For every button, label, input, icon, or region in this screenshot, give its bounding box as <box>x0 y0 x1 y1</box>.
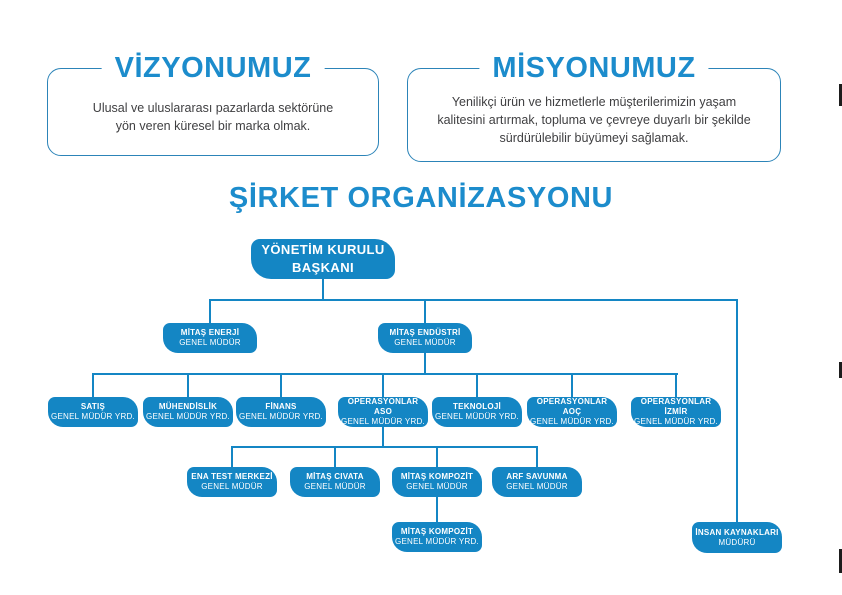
org-node-title: TEKNOLOJİ <box>452 402 502 411</box>
org-node-mitas-enerji <box>163 323 257 353</box>
org-node-title: MÜHENDİSLİK <box>158 402 218 411</box>
org-node-title: FİNANS <box>265 402 297 411</box>
vision-body <box>48 69 378 155</box>
connector-line <box>436 448 438 467</box>
mission-title: MİSYONUMUZ <box>479 52 708 85</box>
org-node-subtitle: GENEL MÜDÜR <box>179 338 241 347</box>
org-node-title: İNSAN KAYNAKLARI <box>695 527 779 537</box>
org-node-subtitle: GENEL MÜDÜR YRD. <box>394 537 479 546</box>
connector-line <box>322 279 324 301</box>
mission-body <box>408 69 780 161</box>
org-node-subtitle: GENEL MÜDÜR <box>406 482 468 491</box>
org-node-mitas-civata <box>290 467 380 497</box>
org-node-mitas-endustri <box>378 323 472 353</box>
org-node-yonetim-kurulu-baskani <box>251 239 395 279</box>
connector-line <box>424 301 426 323</box>
org-node-arf-savunma <box>492 467 582 497</box>
org-node-title: ARF SAVUNMA <box>506 472 568 481</box>
connector-line <box>92 375 94 397</box>
connector-line <box>382 427 384 448</box>
org-node-subtitle: GENEL MÜDÜR YRD. <box>434 412 519 421</box>
connector-line <box>382 375 384 397</box>
connector-line <box>187 375 189 397</box>
org-node-subtitle: MÜDÜRÜ <box>718 537 756 547</box>
org-node-subtitle: GENEL MÜDÜR YRD. <box>633 417 718 426</box>
org-node-title: OPERASYONLAR İZMİR <box>640 397 712 416</box>
org-node-title: MİTAŞ ENERJİ <box>180 328 240 337</box>
org-node-mitas-kompozit <box>392 467 482 497</box>
org-node-operasyonlar-aso <box>338 397 428 427</box>
org-node-subtitle: GENEL MÜDÜR <box>304 482 366 491</box>
connector-line <box>231 446 538 448</box>
org-node-subtitle: GENEL MÜDÜR <box>201 482 263 491</box>
connector-line <box>476 375 478 397</box>
connector-line <box>675 375 677 397</box>
org-node-title: MİTAŞ KOMPOZİT <box>400 527 474 536</box>
connector-line <box>736 301 738 522</box>
connector-line <box>436 497 438 522</box>
org-node-title: SATIŞ <box>80 402 106 411</box>
vision-title: VİZYONUMUZ <box>102 52 325 85</box>
org-node-subtitle: GENEL MÜDÜR YRD. <box>529 417 614 426</box>
org-node-subtitle: GENEL MÜDÜR <box>506 482 568 491</box>
org-node-insan-kaynaklari <box>692 522 782 553</box>
connector-line <box>536 448 538 467</box>
connector-line <box>280 375 282 397</box>
connector-line <box>571 375 573 397</box>
org-node-teknoloji <box>432 397 522 427</box>
org-node-finans <box>236 397 326 427</box>
connector-line <box>231 448 233 467</box>
connector-line <box>334 448 336 467</box>
mission-body-line: sürdürülebilir büyümeyi sağlamak. <box>499 131 689 145</box>
org-node-subtitle: GENEL MÜDÜR YRD. <box>238 412 323 421</box>
org-node-title: YÖNETİM KURULU <box>261 242 385 258</box>
org-node-subtitle: GENEL MÜDÜR YRD. <box>50 412 135 421</box>
connector-line <box>92 373 678 375</box>
org-node-mitas-kompozit-yrd <box>392 522 482 552</box>
org-node-title: MİTAŞ ENDÜSTRİ <box>389 328 461 337</box>
org-node-satis <box>48 397 138 427</box>
org-node-title: OPERASYONLAR AOÇ <box>536 397 608 416</box>
org-node-subtitle: GENEL MÜDÜR YRD. <box>145 412 230 421</box>
org-node-operasyonlar-aoc <box>527 397 617 427</box>
org-node-operasyonlar-izmir <box>631 397 721 427</box>
mission-body-line: Yenilikçi ürün ve hizmetlerle müşterilerimizin yaşam <box>451 95 737 109</box>
org-node-muhendislik <box>143 397 233 427</box>
connector-line <box>424 353 426 374</box>
vision-panel <box>47 52 379 156</box>
org-node-title: OPERASYONLAR ASO <box>347 397 419 416</box>
org-node-subtitle: BAŞKANI <box>291 260 355 275</box>
vision-body-line: Ulusal ve uluslararası pazarlarda sektörüne <box>92 101 334 115</box>
vision-body-line: yön veren küresel bir marka olmak. <box>115 119 311 133</box>
mission-body-line: kalitesini artırmak, topluma ve çevreye duyarlı bir şekilde <box>437 113 751 127</box>
org-node-ena-test-merkezi <box>187 467 277 497</box>
org-chart-title: ŞİRKET ORGANİZASYONU <box>228 182 614 214</box>
connector-line <box>209 299 738 301</box>
org-node-title: MİTAŞ KOMPOZİT <box>400 472 474 481</box>
org-node-subtitle: GENEL MÜDÜR YRD. <box>340 417 425 426</box>
org-node-subtitle: GENEL MÜDÜR <box>394 338 456 347</box>
connector-line <box>209 301 211 323</box>
org-node-title: ENA TEST MERKEZİ <box>191 472 273 481</box>
org-node-title: MİTAŞ CIVATA <box>306 472 364 481</box>
mission-panel <box>407 52 781 162</box>
